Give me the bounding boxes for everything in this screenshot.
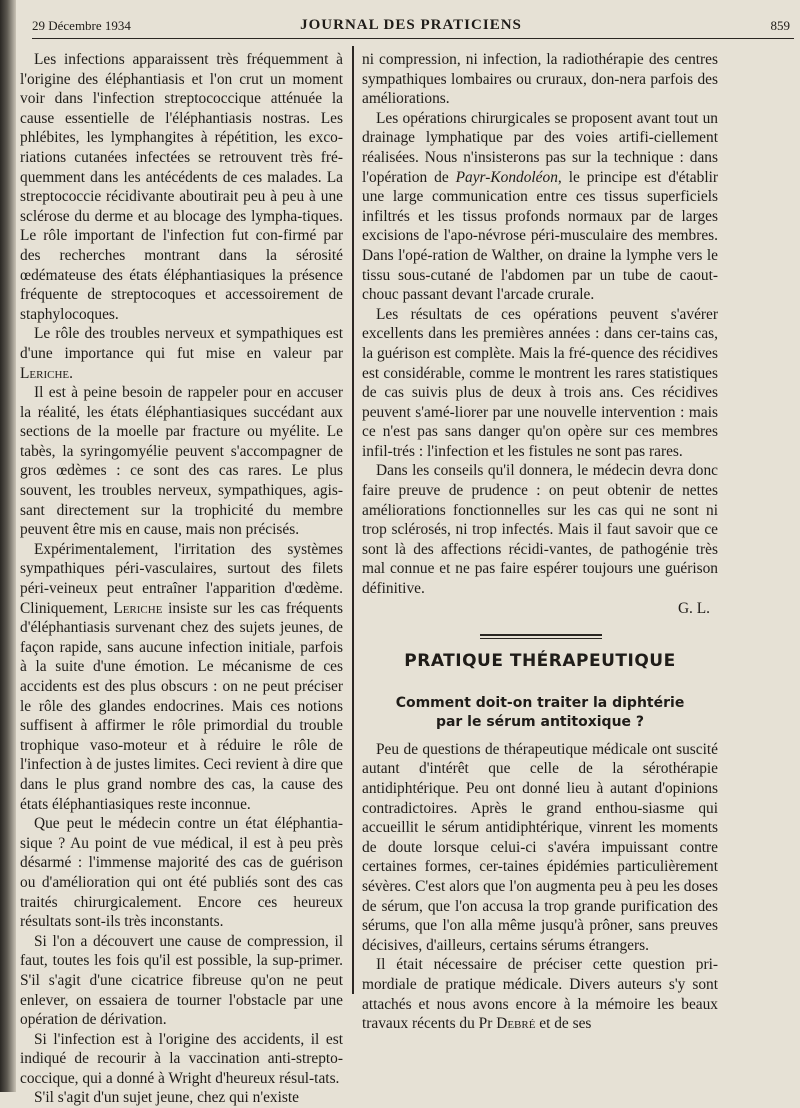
paragraph: Il est à peine besoin de rappeler pour en accuser la réalité, les états éléphantiasiques succédant aux sections de la moelle par fracture ou myélite. Le tabès, la syringomyélie peuvent s'accompagner de gros œdèmes : ce sont des cas rares. Le plus souvent, les troubles nerveux, sympathiques, agis-sant directement sur la trophicité du membre peuvent être mis en cause, mais non précisés.: [20, 384, 343, 539]
column-rule: [352, 46, 354, 994]
operation-name: Payr-Kondoléon: [455, 168, 558, 186]
paragraph: Les résultats de ces opérations peuvent s'avérer excellents dans les premières années : dans cer-tains cas, la guérison est complète. Mais la fré-quence des récidives est considérable, comme le montrent les rares statistiques de cas suivis plus de deux à trois ans. Ces récidives peuvent s'amé-liorer par une nouvelle intervention : mais ce n'est pas sans danger qu'on opère sur ces membres infil-trés : l'infection et les fistules ne sont pas rares.: [362, 305, 718, 460]
section-title: PRATIQUE THÉRAPEUTIQUE: [404, 651, 676, 672]
paragraph: Que peut le médecin contre un état éléphantia-sique ? Au point de vue médical, il est à peu près désarmé : l'immense majorité des cas de guérison ou d'amélioration qui ont été publiés sont des cas traités chirurgicalement. Encore ces heureux résultats sont-ils très inconstants.: [20, 815, 343, 931]
paragraph: Si l'on a découvert une cause de compression, il faut, toutes les fois qu'il est possible, la sup-primer. S'il s'agit d'une cicatrice fibreuse qu'on ne peut enlever, on essaiera de tourner l'obstacle par une opération de dérivation.: [20, 932, 343, 1029]
journal-title: JOURNAL DES PRATICIENS: [300, 17, 522, 33]
paragraph: Expérimentalement, l'irritation des systèmes sympathiques péri-vasculaires, surtout des filets péri-veineux peut entraîner l'apparition d'œdème. Cliniquement, Leriche insiste sur les cas fréquents d'éléphantiasis survenant chez des sujets jeunes, de façon rapide, sans aucune infection initiale, parfois à la suite d'une émotion. Le mécanisme de ces accidents est des plus obscurs : on ne peut préciser le rôle des glandes endocrines. Mais ces notions suffisent à affirmer le rôle primordial du trouble trophique vaso-moteur et à réduire le rôle de l'infection à de justes limites. Ceci revient à dire que dans le plus grand nombre des cas, la cause des états éléphantiasiques reste inconnue.: [20, 540, 343, 813]
issue-date: 29 Décembre 1934: [32, 18, 131, 33]
running-header: [32, 14, 790, 38]
paragraph: ni compression, ni infection, la radiothérapie des centres sympathiques lombaires ou cruraux, don-nera parfois des améliorations.: [362, 51, 718, 108]
left-column: [20, 50, 343, 1108]
paragraph: Dans les conseils qu'il donnera, le médecin devra donc faire preuve de prudence : on peut obtenir de nettes améliorations fonctionnelles sur les cas qui ne sont ni trop sclérosés, ni trop infectés. Mais il faut savoir que ce sont là des affections récidi-vantes, de pathogénie très mal connue et ne pas faire espérer toujours une guérison définitive.: [362, 462, 718, 598]
section-separator: [362, 632, 718, 642]
page-number: 859: [770, 18, 790, 33]
page-spine-shadow: [0, 0, 16, 1092]
paragraph: Il était nécessaire de préciser cette question pri-mordiale de pratique médicale. Divers auteurs s'y sont attachés et nous avons encore à la mémoire les beaux travaux récents du Pr Debré et de ses: [362, 956, 718, 1033]
paragraph: Les infections apparaissent très fréquemment à l'origine des éléphantiasis et l'on crut un moment voir dans l'infection streptococcique atténuée la cause essentielle de l'éléphantiasis nostras. Les phlébites, les lymphangites à répétition, les exco-riations cutanées infectées se retrouvent très fré-quemment dans les antécédents de ces malades. La streptococcie récidivante aboutirait peu à peu à une sclérose du derme et au blocage des lympha-tiques. Le rôle important de l'infection fut con-firmé par des recherches montrant dans la sérosité œdémateuse des états éléphantiasiques la présence fréquente de streptocoques et accessoirement de staphylocoques.: [20, 51, 343, 323]
paragraph: S'il s'agit d'un sujet jeune, chez qui n'existe: [34, 1089, 299, 1107]
author-signature: G. L.: [677, 599, 710, 617]
author-name: Leriche: [20, 364, 70, 382]
author-name: Leriche: [113, 599, 163, 617]
paragraph: Le rôle des troubles nerveux et sympathiques est d'une importance qui fut mise en valeur par Leriche.: [20, 325, 343, 382]
paragraph: Les opérations chirurgicales se proposent avant tout un drainage lymphatique par des voies artifi-ciellement réalisées. Nous n'insisterons pas sur la technique : dans l'opération de Payr-Kondoléon, le principe est d'établir une large communication entre ces tissus superficiels infiltrés et les tissus profonds normaux par de larges excisions de l'apo-névrose péri-musculaire des membres. Dans l'opé-ration de Walther, on draine la lymphe vers le tissu sous-cutané de l'abdomen par un tube de caout-chouc passant devant l'arcade crurale.: [362, 109, 718, 304]
article-title: Comment doit-on traiter la diphtérie par le sérum antitoxique ?: [395, 694, 685, 730]
right-column: [362, 50, 718, 1034]
paragraph: Peu de questions de thérapeutique médicale ont suscité autant d'intérêt que celle de la sérothérapie antidiphtérique. Peu ont donné lieu à autant d'opinions contradictoires. Après le grand enthou-siasme qui accueillit le sérum antidiphtérique, vinrent les moments de doute lorsque celui-ci s'avéra impuissant contre certaines formes, cer-taines épidémies particulièrement sévères. C'est alors que l'on augmenta peu à peu les doses de sérum, que l'on accusa la trop grande purification des sérums, que l'on alla même jusqu'à prôner, sans preuves décisives, d'ailleurs, certains sérums étrangers.: [362, 740, 718, 954]
header-rule: [32, 38, 794, 39]
author-name: Debré: [492, 1015, 536, 1033]
paragraph: Si l'infection est à l'origine des accidents, il est indiqué de recourir à la vaccination anti-strepto-coccique, qui a donné à Wright d'heureux résul-tats.: [20, 1030, 343, 1087]
